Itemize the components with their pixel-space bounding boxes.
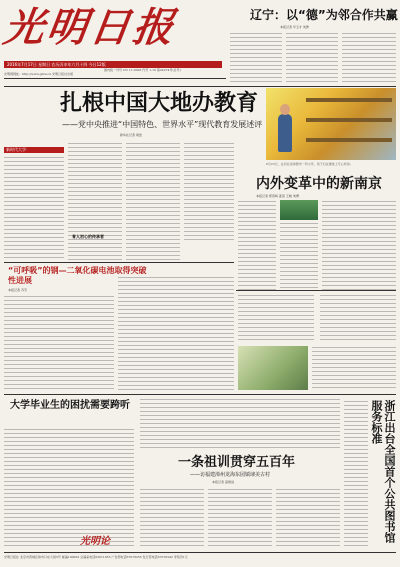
bottom-story-body bbox=[276, 488, 340, 548]
masthead-number-line: 国内统一刊号 CN 11-0026 代号 1-16 第24274号(总号) bbox=[104, 68, 181, 72]
lead-subhead: ——党中央推进“中国特色、世界水平”现代教育发展述评 bbox=[62, 120, 263, 129]
shelf-stripe bbox=[306, 118, 392, 122]
lead-body-col bbox=[68, 142, 122, 260]
vertical-story-body bbox=[344, 400, 368, 548]
side-story-body bbox=[280, 222, 318, 290]
top-right-byline: 本报记者 毕玉才 刘勇 bbox=[280, 25, 309, 29]
bottom-story-body bbox=[140, 488, 204, 548]
story-left-body bbox=[118, 276, 234, 391]
side-story-byline: 本报记者 郑晋鸣 姜侃 王晓 刘博 bbox=[256, 194, 299, 198]
story-left-byline: 本报记者 齐芳 bbox=[8, 288, 27, 292]
lead-photo bbox=[266, 88, 396, 160]
lead-body-col bbox=[126, 142, 180, 260]
top-right-story bbox=[230, 4, 396, 84]
lower-rule bbox=[4, 394, 396, 395]
bottom-story-headline: 一条祖训贯穿五百年 bbox=[178, 455, 296, 470]
right-photo-side-text bbox=[312, 346, 396, 390]
masthead-web-line: 光明网网址：http://www.gmw.cn 光明日报社出版 bbox=[4, 72, 74, 76]
photo-caption: 6月23日，在河北省承德市一所小学，孩子们在课堂上专心听讲。 bbox=[266, 162, 353, 166]
vertical-headline: 浙江出台全国首个公共图书馆服务标准 bbox=[370, 400, 396, 543]
side-story-rule bbox=[236, 290, 396, 291]
masthead-date-bar bbox=[4, 61, 222, 68]
footer-line: 光明日报社 北京市西城区珠市口东大街5号 邮编100062 总编室电话63011033 广告部电话67078255 发行部电话67078242 零售价1元 bbox=[4, 555, 188, 559]
side-story-photo bbox=[280, 200, 318, 220]
bottom-story-byline: 本报记者 高建进 bbox=[212, 480, 234, 484]
shelf-stripe bbox=[306, 98, 392, 102]
footer-rule bbox=[4, 552, 396, 553]
side-story-body bbox=[322, 200, 396, 290]
top-right-body bbox=[286, 32, 338, 82]
lead-top-rule bbox=[4, 86, 396, 87]
bottom-story-body bbox=[208, 488, 272, 548]
lead-subhead-one: 新时代大学· bbox=[6, 147, 28, 152]
masthead bbox=[0, 4, 226, 84]
right-photo bbox=[238, 346, 308, 390]
story-left-body bbox=[4, 295, 114, 391]
lead-subhead-two: 育人初心的传承者 bbox=[72, 234, 104, 239]
side-story-body bbox=[238, 200, 276, 290]
masthead-date-line: 2016年7月17日 星期日 农历丙申年六月十四 今日12版 bbox=[7, 62, 106, 67]
lead-body-col bbox=[184, 142, 234, 242]
top-right-body bbox=[230, 32, 282, 82]
lead-body-col bbox=[4, 156, 64, 260]
bottom-story-body bbox=[140, 398, 340, 450]
top-right-body bbox=[342, 32, 396, 82]
masthead-logo: 光明日报 bbox=[0, 4, 180, 51]
lead-headline: 扎根中国大地办教育 bbox=[60, 91, 259, 116]
side-story-headline: 内外变革中的新南京 bbox=[256, 176, 382, 192]
side-story-body bbox=[320, 294, 396, 342]
mid-rule bbox=[4, 262, 234, 263]
worker-head bbox=[280, 104, 290, 115]
commentary-body bbox=[4, 428, 134, 546]
bottom-story-subhead: ——访福建漳州龙海东园镇埭美古村 bbox=[190, 472, 271, 478]
masthead-rule bbox=[4, 78, 226, 79]
top-right-headline: 辽宁：以“德”为邻合作共赢 bbox=[250, 8, 398, 22]
commentary-logo: 光明论 bbox=[80, 536, 110, 547]
commentary-headline: 大学毕业生的困扰需要跨听 bbox=[10, 400, 130, 411]
shelf-stripe bbox=[306, 138, 392, 142]
side-story-body bbox=[238, 294, 314, 342]
story-left-headline: “可呼吸”的钢—二氧化碳电池取得突破性进展 bbox=[8, 266, 147, 285]
lead-byline: 新华社记者 胡浩 bbox=[120, 133, 142, 137]
worker-figure bbox=[278, 114, 292, 152]
